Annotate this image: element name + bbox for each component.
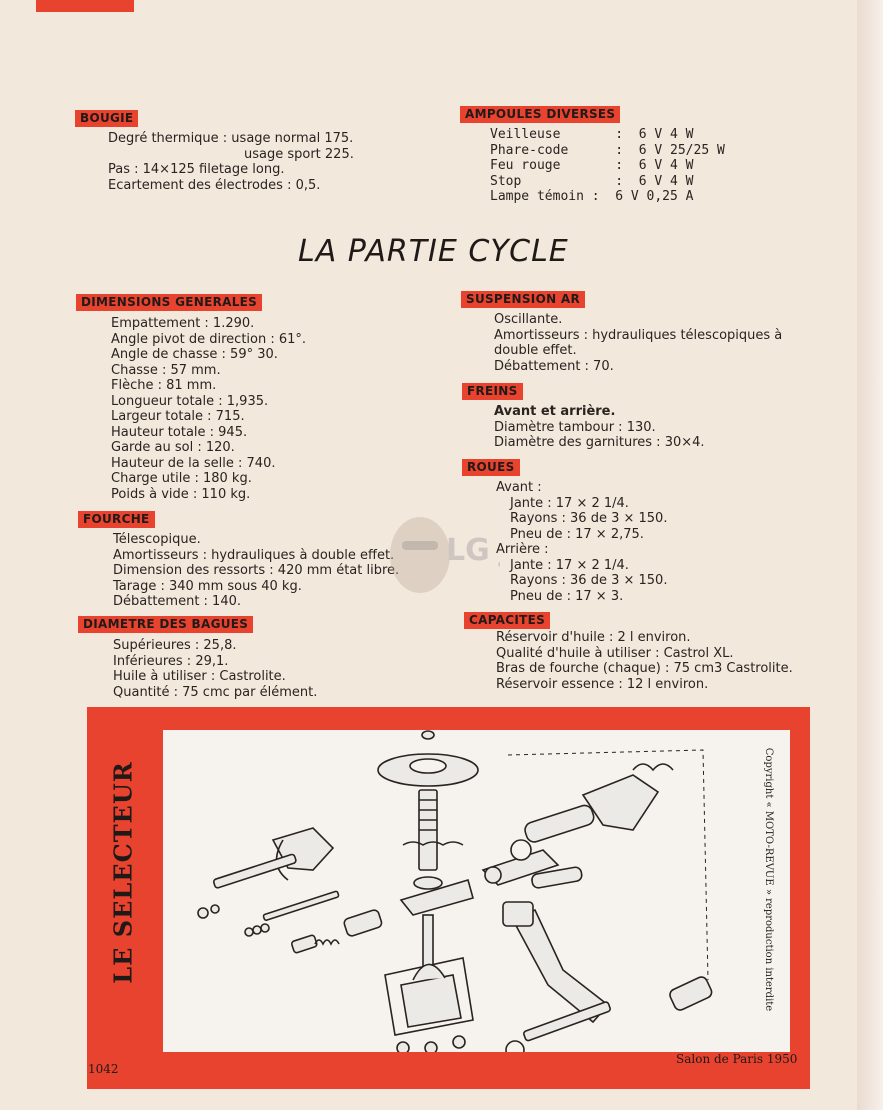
dimension-line: Hauteur totale : 945. [111, 424, 248, 440]
dimension-line: Hauteur de la selle : 740. [111, 455, 276, 471]
spring-plunger-icon [291, 909, 383, 954]
selector-quadrant-icon [401, 877, 473, 975]
roues-line: Jante : 17 × 2 1/4. [510, 495, 629, 511]
illustration-caption: Salon de Paris 1950 [676, 1052, 798, 1066]
roues-line: Rayons : 36 de 3 × 150. [510, 573, 668, 588]
fourche-line: Dimension des ressorts : 420 mm état libre. [113, 563, 400, 578]
copyright-notice [754, 738, 784, 1020]
freins-text [494, 404, 705, 451]
suspension-line: Oscillante. [494, 312, 563, 327]
bagues-line: Huile à utiliser : Castrolite. [113, 669, 286, 684]
red-corner-mark [36, 0, 134, 12]
dimensions-text [111, 316, 306, 502]
label-roues: ROUES [462, 459, 520, 476]
kick-arm-icon [511, 764, 673, 860]
selector-pin-icon [245, 891, 339, 936]
bougie-text [108, 131, 354, 193]
roues-line: Arrière : [496, 542, 549, 557]
dimension-line: Largeur totale : 715. [111, 409, 245, 424]
capacites-line: Qualité d'huile à utiliser : Castrol XL. [496, 645, 734, 661]
illustration-title-text: LE SELECTEUR [108, 761, 138, 984]
label-bougie: BOUGIE [75, 110, 138, 127]
roues-line: Pneu de : 17 × 3. [510, 588, 624, 604]
pivot-bolt-icon [506, 1001, 611, 1052]
label-fourche: FOURCHE [78, 511, 155, 528]
capacites-line: Réservoir essence : 12 l environ. [496, 676, 709, 692]
ampoule-line: Stop : 6 V 4 W [490, 173, 694, 189]
selector-exploded-drawing [163, 730, 790, 1052]
dimension-line: Chasse : 57 mm. [111, 362, 221, 378]
dimension-line: Empattement : 1.290. [111, 316, 255, 331]
ampoule-line: Feu rouge : 6 V 4 W [490, 158, 694, 173]
label-ampoules: AMPOULES DIVERSES [460, 106, 620, 123]
fourche-text [113, 532, 399, 610]
page-number: 1042 [88, 1062, 119, 1076]
label-capacites: CAPACITES [464, 612, 550, 629]
ampoule-line: Phare-code : 6 V 25/25 W [490, 142, 725, 158]
bagues-text [113, 638, 317, 700]
bougie-line: Ecartement des électrodes : 0,5. [108, 177, 321, 193]
ampoule-line: Lampe témoin : 6 V 0,25 A [490, 189, 694, 204]
roues-line: Rayons : 36 de 3 × 150. [510, 511, 668, 526]
dimension-line: Longueur totale : 1,935. [111, 393, 269, 409]
label-freins: FREINS [462, 383, 523, 400]
suspension-line: Amortisseurs : hydrauliques télescopiques à [494, 327, 783, 343]
dimension-line: Flèche : 81 mm. [111, 378, 217, 393]
label-bagues: DIAMETRE DES BAGUES [78, 616, 253, 633]
capacites-line: Réservoir d'huile : 2 l environ. [496, 630, 691, 645]
ampoules-text [490, 127, 725, 205]
roues-line: Avant : [496, 480, 542, 495]
fourche-line: Amortisseurs : hydrauliques à double effet. [113, 547, 395, 563]
suspension-line: Débattement : 70. [494, 358, 614, 374]
capacites-line: Bras de fourche (chaque) : 75 cm3 Castrolite. [496, 661, 793, 676]
base-housing-icon [385, 958, 473, 1052]
bagues-line: Inférieures : 29,1. [113, 653, 229, 669]
illustration-title [92, 755, 154, 990]
roues-line: Pneu de : 17 × 2,75. [510, 526, 644, 542]
bagues-line: Quantité : 75 cmc par élément. [113, 684, 318, 700]
bougie-line: Degré thermique : usage normal 175. [108, 131, 354, 146]
freins-line: Diamètre tambour : 130. [494, 419, 656, 435]
ratchet-arm-icon [483, 850, 583, 889]
bougie-line: Pas : 14×125 filetage long. [108, 162, 285, 177]
watermark-text: LG [446, 533, 490, 568]
fourche-line: Télescopique. [113, 532, 201, 547]
fourche-line: Débattement : 140. [113, 594, 242, 609]
dimension-line: Angle de chasse : 59° 30. [111, 347, 278, 362]
section-title: LA PARTIE CYCLE [298, 234, 569, 269]
freins-heading: Avant et arrière. [494, 404, 616, 419]
suspension-line: double effet. [494, 343, 577, 358]
copyright-text: Copyright « MOTO-REVUE » reproduction interdite [763, 747, 775, 1011]
dimension-line: Charge utile : 180 kg. [111, 471, 252, 486]
ampoule-line: Veilleuse : 6 V 4 W [490, 127, 694, 142]
page-edge [857, 0, 883, 1110]
suspension-text [494, 312, 782, 374]
capacites-text [496, 630, 793, 692]
freins-line: Diamètre des garnitures : 30×4. [494, 435, 705, 450]
dimension-line: Poids à vide : 110 kg. [111, 486, 251, 502]
face-silhouette-icon [390, 517, 450, 593]
bougie-line: usage sport 225. [244, 146, 354, 162]
selector-plate-icon [378, 731, 478, 786]
bagues-line: Supérieures : 25,8. [113, 638, 237, 653]
dimension-line: Angle pivot de direction : 61°. [111, 331, 307, 347]
label-suspension: SUSPENSION AR [461, 291, 585, 308]
roues-text [496, 480, 667, 604]
fourche-line: Tarage : 340 mm sous 40 kg. [113, 578, 302, 594]
watermark-logo [380, 505, 500, 605]
label-dimensions: DIMENSIONS GENERALES [76, 294, 262, 311]
splined-shaft-icon [403, 790, 463, 870]
dimension-line: Garde au sol : 120. [111, 440, 235, 455]
roues-line: Jante : 17 × 2 1/4. [510, 557, 629, 573]
glasses-icon [402, 541, 438, 550]
